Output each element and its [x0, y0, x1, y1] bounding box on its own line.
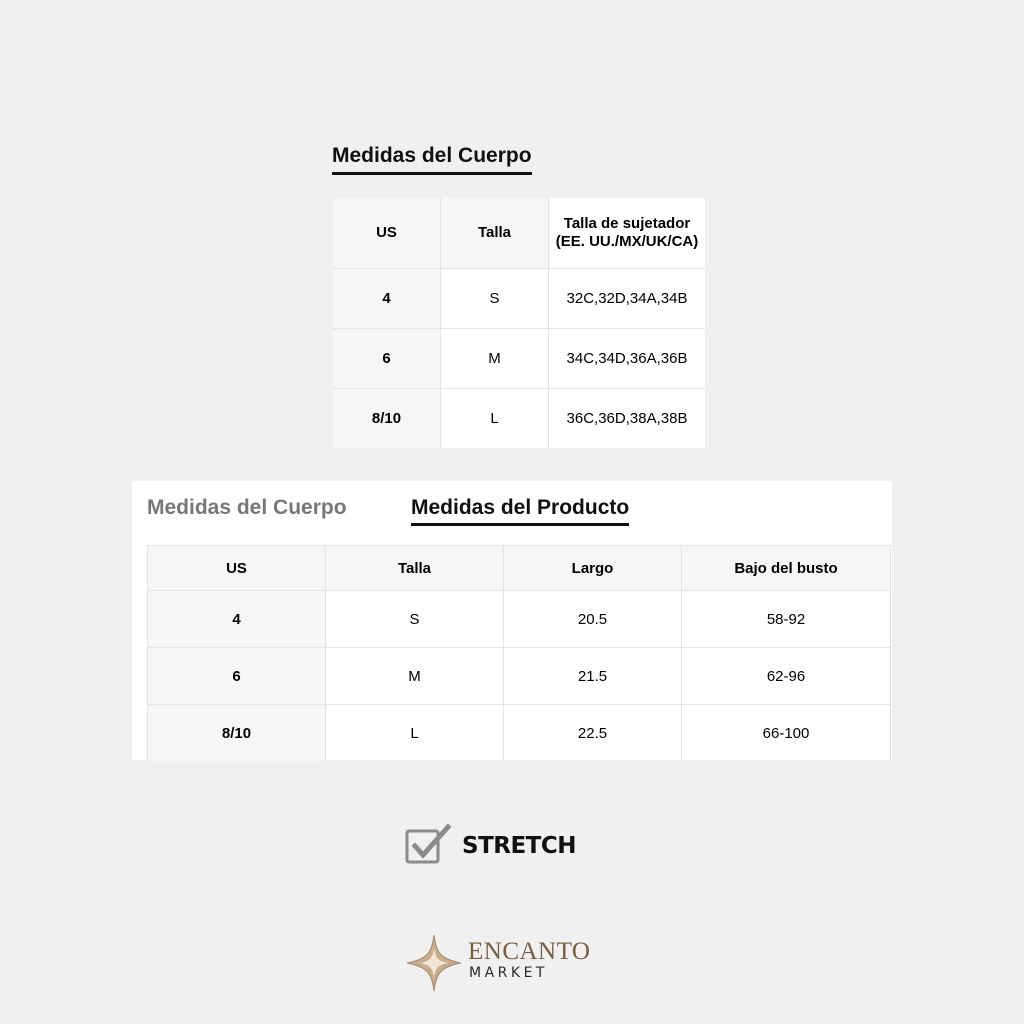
cell-bra-size: 36C,36D,38A,38B: [566, 410, 688, 427]
cell-bra-size: 34C,34D,36A,36B: [549, 329, 706, 389]
table-header-row: [333, 198, 705, 269]
product-measurements-table: [147, 545, 891, 761]
cell-largo: 20.5: [504, 591, 682, 648]
column-header-talla: Talla: [326, 546, 504, 591]
four-point-star-icon: [406, 934, 462, 992]
brand-subtitle: MARKET: [469, 965, 548, 981]
brand-name: ENCANTO: [468, 938, 591, 965]
column-header-largo: Largo: [504, 546, 682, 591]
cell-talla: L: [441, 389, 549, 449]
table-row: [148, 705, 891, 762]
column-header-talla: Talla: [441, 198, 549, 269]
cell-bajo-del-busto: 58-92: [682, 591, 891, 648]
table-row: [148, 648, 891, 705]
cell-us: 8/10: [148, 705, 326, 762]
checkbox-checked-icon: [404, 824, 454, 868]
cell-us: 4: [148, 591, 326, 648]
cell-largo: 22.5: [504, 705, 682, 762]
stretch-feature: [404, 824, 576, 868]
column-header-bra-size: Talla de sujetador (EE. UU./MX/UK/CA): [549, 198, 706, 269]
cell-talla: L: [326, 705, 504, 762]
column-header-us: US: [333, 198, 441, 269]
cell-largo: 21.5: [504, 648, 682, 705]
product-measurements-panel: [132, 481, 892, 760]
cell-bajo-del-busto: 66-100: [682, 705, 891, 762]
stretch-label: STRETCH: [462, 833, 576, 859]
table-row: [148, 591, 891, 648]
tab-body-measurements[interactable]: Medidas del Cuerpo: [147, 496, 347, 519]
cell-us: 4: [333, 269, 441, 329]
body-measurements-table: [333, 198, 705, 448]
cell-us: 8/10: [333, 389, 441, 449]
brand-logo: [406, 934, 596, 992]
cell-bra-size: 32C,32D,34A,34B: [549, 269, 706, 329]
column-header-us: US: [148, 546, 326, 591]
table-header-row: [148, 546, 891, 591]
body-measurements-title: Medidas del Cuerpo: [332, 144, 532, 175]
cell-talla: M: [441, 329, 549, 389]
tab-product-measurements[interactable]: Medidas del Producto: [411, 496, 629, 526]
cell-talla: M: [326, 648, 504, 705]
cell-bajo-del-busto: 62-96: [682, 648, 891, 705]
table-row: [333, 389, 705, 449]
cell-us: 6: [148, 648, 326, 705]
column-header-bajo-del-busto: Bajo del busto: [682, 546, 891, 591]
cell-talla: S: [441, 269, 549, 329]
table-row: [333, 329, 705, 389]
cell-us: 6: [333, 329, 441, 389]
table-row: [333, 269, 705, 329]
cell-talla: S: [326, 591, 504, 648]
